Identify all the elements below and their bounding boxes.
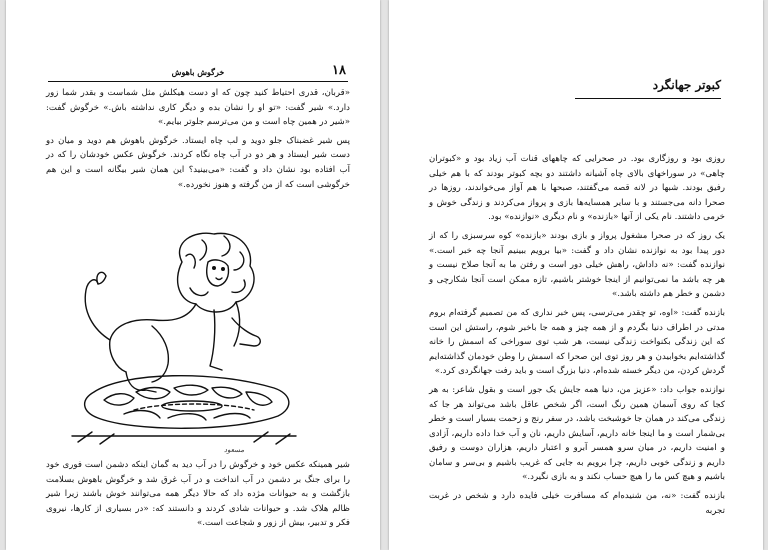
chapter-title: کبوتر جهانگرد [652, 78, 721, 92]
paragraph: یک روز که در صحرا مشغول پرواز و بازی بودند «بازنده» کوه سرسبزی را که از دور پیدا بود به نوازنده نشان داد و گفت: «بیا برویم ببینیم آنجا چه خبر است.» نوازنده گفت: «نه داداش، راهش خیلی دور است و رفتن ما به آنجا صلاح نیست و هر چه باشد ما نمی‌توانیم از اینجا خوشتر باشیم، تازه ممکن است آنجا شکارچی و دشمن و خطر هم داشته باشد.» [429, 230, 725, 300]
paragraph: «قربان، قدری احتیاط کنید چون که او دست هیکلش مثل شماست و بقدر شما زور دارد.» شیر گفت: «تو او را نشان بده و دیگر کاری نداشته باش.» خرگوش گفت: «شیر در همین چاه است و من می‌ترسم جلوتر بیایم.» [46, 88, 350, 128]
paragraph: نوازنده جواب داد: «عزیز من، دنیا همه جایش یک جور است و بقول شاعر: به هر کجا که روی آسمان همین رنگ است، اگر شخص عاقل باشد می‌تواند هر جا که زندگی می‌کند در همان جا خوشبخت باشد، در سفر رنج و زحمت بسیار است و خطر بی‌شمار است و ما اینجا خانه داریم، آسایش داریم، نان و آب خدا داده داریم، آزادی و امنیت داریم، در میان سرو همسر آبرو و اعتبار داریم، هزاران دوست و رفیق داریم و زندگی خوبی داریم، چرا برویم به جایی که غریب باشیم و بی‌سر و سامان باشیم و هیچ کس ما را هیچ حساب نکند و به بازی نگیرد.» [429, 384, 725, 483]
paragraph: پس شیر غضبناک جلو دوید و لب چاه ایستاد. خرگوش باهوش هم دوید و میان دو دست شیر ایستاد و هر دو در آب چاه نگاه کردند. خرگوش عکس خودشان را که در آب افتاده بود نشان داد و گفت: «می‌بینید؟ این همان شیر بیگانه است و این هم خرگوشی است که از من گرفته و هنوز نخورده.» [46, 135, 350, 190]
chapter-title-rule [575, 98, 721, 99]
right-body-text [429, 152, 725, 522]
paragraph: روزی بود و روزگاری بود. در صحرایی که چاههای قنات آب زیاد بود و «کبوتران چاهی» در سوراخهای بالای چاه آشیانه داشتند دو بچه کبوتر بودند که با هم خیلی رفیق بودند. شبها در لانه قصه می‌گفتند، صبحها با هم آواز می‌خواندند، روزها در صحرا دانه می‌جستند و با سایر همسایه‌ها بازی و پرواز می‌کردند و زندگی خوش و خرمی داشتند. نام یکی از آنها «بازنده» و نام دیگری «نوازنده» بود. [429, 154, 725, 223]
left-bottom-text [46, 458, 350, 535]
paragraph: شیر همینکه عکس خود و خرگوش را در آب دید به گمان اینکه دشمن است فوری خود را برای جنگ بر دشمن در آب انداخت و در آب غرق شد و خرگوش باهوش بسلامت بازگشت و به حیوانات مژده داد که حالا دیگر همه می‌توانند خوش باشند زیرا شیر ظالم هلاک شد. و حیوانات شادی کردند و دانستند که: «در بسیاری از کارها، نیروی فکر و تدبیر، بیش از زور و شجاعت است.» [46, 460, 350, 529]
right-page [389, 0, 763, 550]
left-top-text [46, 86, 350, 196]
left-page [6, 0, 380, 550]
lion-icon [64, 222, 304, 452]
paragraph: بازنده گفت: «نه، من شنیده‌ام که مسافرت خیلی فایده دارد و شخص در غربت تجربه [429, 491, 725, 516]
artist-signature: مسعود [224, 446, 245, 454]
running-title: خرگوش باهوش [171, 67, 225, 77]
lion-well-illustration [64, 222, 304, 452]
paragraph: بازنده گفت: «اوه، تو چقدر می‌ترسی، پس خبر نداری که من تصمیم گرفته‌ام بروم مدتی در اطراف دنیا بگردم و از همه چیز و همه جا باخبر شوم، راستش این است که این زندگی بکنواخت زندگی نیست، هر شب توی سوراخی که اسمش را خانه گذاشته‌ایم بخوابیدن و هر روز توی این صحرا که اسمش را وطن خودمان گذاشته‌ایم گردش کردن، من دیگر خسته شده‌ام، دنیا بزرگ است و باید رفت جهانگردی کرد.» [429, 307, 725, 377]
running-header [48, 63, 348, 82]
page-number: ۱۸ [332, 63, 346, 78]
